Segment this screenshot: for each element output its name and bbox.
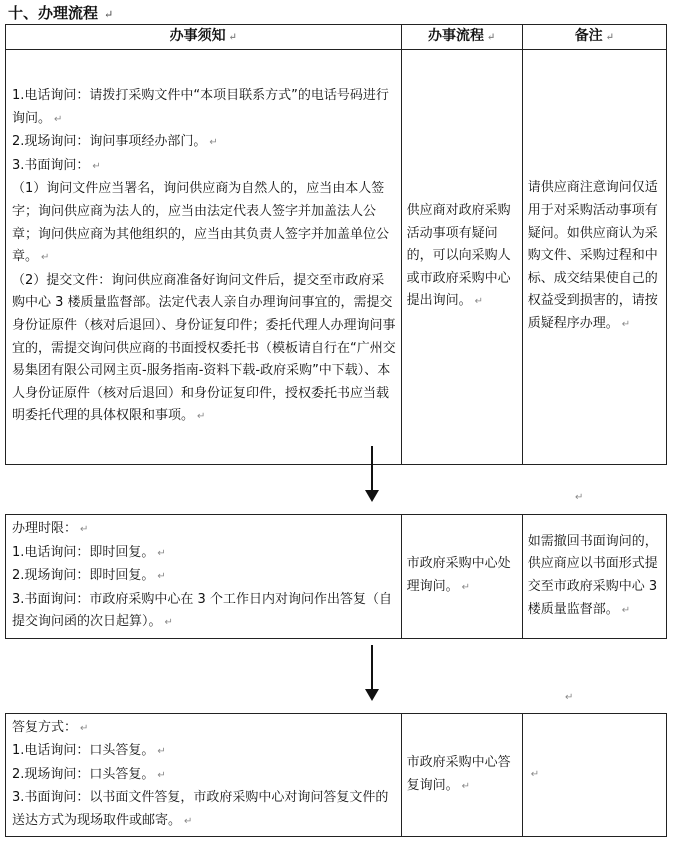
process-table-stage-2 — [5, 514, 667, 639]
remark-cell — [522, 714, 666, 837]
instruction-line: 1.电话询问：请拨打采购文件中“本项目联系方式”的电话号码进行询问。 ↵ — [12, 88, 389, 126]
process-table-stage-3 — [5, 713, 667, 837]
instruction-line: 办理时限： ↵ — [12, 521, 89, 537]
instruction-line: （1）询问文件应当署名，询问供应商为自然人的，应当由本人签字；询问供应商为法人的，应当由法定代表人签字并加盖法人公章；询问供应商为其他组织的，应当由其负责人签字并加盖单位公章。 ↵ — [12, 181, 390, 265]
paragraph-mark: ↵ — [104, 8, 114, 21]
instruction-line: 3.书面询问： ↵ — [12, 157, 101, 173]
instruction-line: 2.现场询问：即时回复。 ↵ — [12, 568, 166, 584]
down-arrow-icon — [365, 446, 379, 502]
instruction-line: 2.现场询问：口头答复。 ↵ — [12, 766, 166, 782]
table-row — [6, 50, 667, 465]
instruction-line: 2.现场询问：询问事项经办部门。 ↵ — [12, 134, 218, 150]
table-row — [6, 515, 667, 639]
header-instructions: 办事须知 ↵ — [6, 25, 402, 50]
header-remarks: 备注 ↵ — [522, 25, 666, 50]
instruction-line: 3.书面询问：以书面文件答复，市政府采购中心对询问答复文件的送达方式为现场取件或邮寄。 ↵ — [12, 790, 389, 828]
header-process: 办事流程 ↵ — [401, 25, 522, 50]
process-cell — [401, 50, 522, 465]
remark-cell — [522, 50, 666, 465]
process-text: 市政府采购中心处理询问。 ↵ — [406, 556, 511, 594]
table-header-row — [6, 25, 667, 50]
process-cell — [401, 515, 522, 639]
instruction-line: 答复方式： ↵ — [12, 719, 89, 735]
instruction-line: 3.书面询问：市政府采购中心在 3 个工作日内对询问作出答复（自提交询问函的次日起算）。 ↵ — [12, 591, 392, 630]
down-arrow-icon — [365, 645, 379, 701]
section-title — [8, 2, 113, 23]
instructions-cell — [6, 515, 402, 639]
instructions-cell — [6, 50, 402, 465]
process-text: 供应商对政府采购活动事项有疑问的，可以向采购人或市政府采购中心提出询问。 ↵ — [406, 203, 511, 309]
instruction-line: 1.电话询问：口头答复。 ↵ — [12, 743, 166, 759]
remark-cell — [522, 515, 666, 639]
paragraph-mark: ↵ — [565, 692, 574, 703]
process-cell — [401, 714, 522, 837]
instructions-cell — [6, 714, 402, 837]
remark-text: ↵ — [530, 769, 540, 781]
process-text: 市政府采购中心答复询问。 ↵ — [406, 754, 511, 793]
remark-text: 请供应商注意询问仅适用于对采购活动事项有疑问。如供应商认为采购文件、采购过程和中标、成交结果使自己的权益受到损害的，请按质疑程序办理。 ↵ — [527, 180, 658, 331]
instruction-line: （2）提交文件：询问供应商准备好询问文件后，提交至市政府采购中心 3 楼质量监督部。法定代表人亲自办理询问事宜的，需提交身份证原件（核对后退回）、身份证复印件；委托代理人办理询问事宜的，需提交询问供应商的书面授权委托书（模板请自行在“广州交易集团有限公司网主页-服务指南-资料下载-政府采购”中下载）、本人身份证原件（核对后退回）和身份证复印件，授权委托书应当载明委托代理的具体权限和事项。 ↵ — [12, 272, 396, 424]
section-title-text: 十、办理流程 — [8, 4, 99, 22]
paragraph-mark: ↵ — [575, 492, 584, 503]
remark-text: 如需撤回书面询问的，供应商应以书面形式提交至市政府采购中心 3 楼质量监督部。 ↵ — [527, 533, 658, 617]
process-table-stage-1 — [5, 24, 667, 465]
instruction-line: 1.电话询问：即时回复。 ↵ — [12, 544, 166, 560]
table-row — [6, 714, 667, 837]
